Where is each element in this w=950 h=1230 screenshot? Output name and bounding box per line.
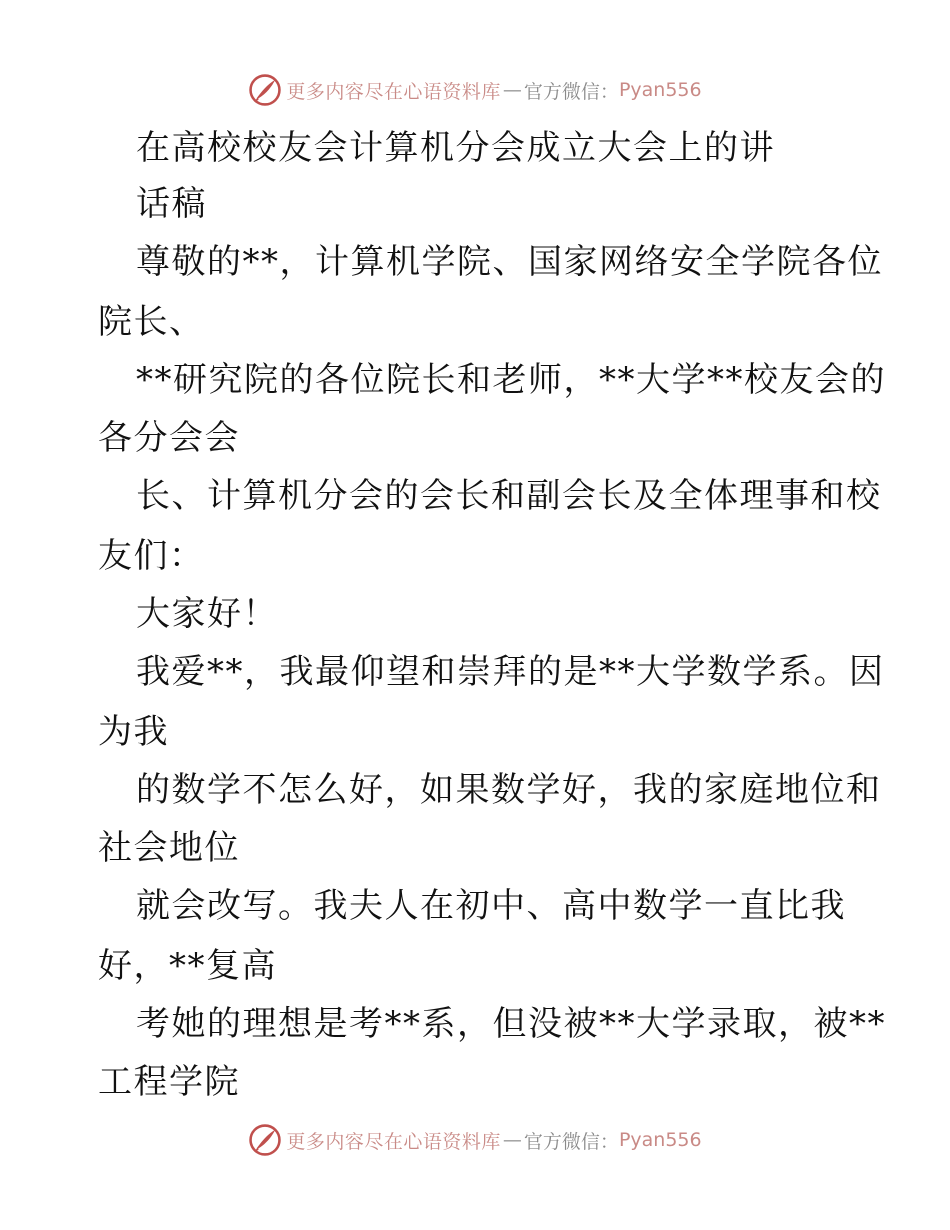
- text-line: 大家好！: [136, 594, 278, 634]
- text-line: 的数学不怎么好，如果数学好，我的家庭地位和: [136, 770, 882, 810]
- watermark-label: 官方微信：: [523, 1130, 619, 1153]
- text-line: 工程学院: [98, 1062, 240, 1102]
- watermark-separator: —: [502, 1129, 522, 1151]
- text-line: 院长、: [98, 302, 205, 342]
- header-watermark: [0, 68, 950, 112]
- text-line: 尊敬的**，计算机学院、国家网络安全学院各位: [136, 242, 883, 282]
- document-title-line: 话稿: [136, 184, 207, 224]
- text-line: 友们：: [98, 536, 205, 576]
- text-line: 好，**复高: [98, 946, 277, 986]
- feather-pen-logo-icon: [248, 73, 282, 107]
- watermark-text: 更多内容尽在心语资料库: [286, 80, 501, 103]
- document-title-line: 在高校校友会计算机分会成立大会上的讲: [136, 128, 775, 168]
- text-line: 考她的理想是考**系，但没被**大学录取，被**: [136, 1004, 886, 1044]
- text-line: 为我: [98, 712, 169, 752]
- text-line: 我爱**，我最仰望和崇拜的是**大学数学系。因: [136, 652, 885, 692]
- watermark-label: 官方微信：: [523, 80, 619, 103]
- watermark-account: Pyan556: [618, 79, 702, 101]
- feather-pen-logo-icon: [248, 1123, 282, 1157]
- text-line: **研究院的各位院长和老师，**大学**校友会的: [136, 360, 886, 400]
- text-line: 就会改写。我夫人在初中、高中数学一直比我: [136, 886, 846, 926]
- watermark-separator: —: [502, 79, 522, 101]
- text-line: 各分会会: [98, 418, 240, 458]
- watermark-account: Pyan556: [618, 1129, 702, 1151]
- watermark-text: 更多内容尽在心语资料库: [286, 1130, 501, 1153]
- text-line: 社会地位: [98, 828, 240, 868]
- text-line: 长、计算机分会的会长和副会长及全体理事和校: [136, 476, 882, 516]
- footer-watermark: [0, 1118, 950, 1162]
